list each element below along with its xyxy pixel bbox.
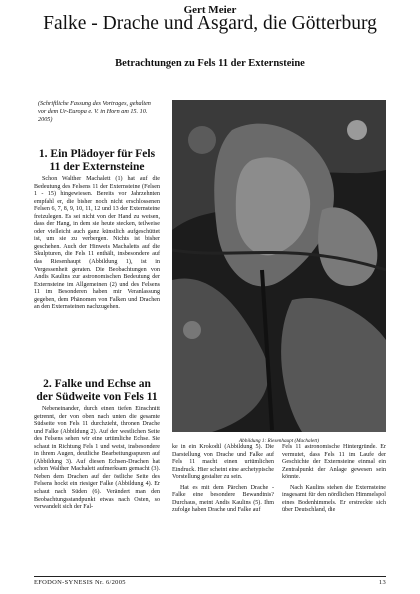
col3-paragraph-2: Nach Kaulins stehen die Externsteine insgesamt für den nördlichen Himmelspol eines Bodenhimmels. Er erstreckte sich über Deutschland, die [282,484,386,514]
page-footer [34,579,386,586]
section1-body [34,176,160,312]
figure-caption: Abbildung 1: Riesenhaupt (Machalett) [239,438,319,444]
column-3 [282,444,386,518]
author-name: Gert Meier [183,4,237,16]
page-number: 13 [378,579,386,586]
section1-paragraph: Schon Walther Machalett (1) hat auf die Bedeutung des Felsens 11 der Externsteine (Felsen 1 - 15) hingewiesen. Bereits vor Jahrzehnten empfahl er, die bisher noch nicht erschlossenen Felsen 6, 7, 8, 9, 10, 11, 12 und 13 der Externsteine freizulegen. Es sei nicht von der Hand zu weisen, dass der Hang, in dem sie heute stecken, teilweise oder vielleicht auch ganz künstlich aufgeschüttet ist, um sie zu verbergen. Nichts ist bisher geschehen. Auch der Hinweis Machaletts auf die Skulpturen, die Fels 11 enthält, insbesondere auf das Riesenhaupt (Abbildung 1), ist in Vergessenheit geraten. Die Beobachtungen von Andis Kaulins zur astronomischen Bedeutung der Externsteine im Allgemeinen (2) und des Felsens 11 im Besonderen haben mir Veranlassung gegeben, dem Phänomen von Falken und Drachen an den Externsteinen nachzugehen. [34,176,160,311]
column-2 [172,444,274,518]
rock-photograph [172,100,386,432]
section1-heading: 1. Ein Plädoyer für Fels 11 der Externsteine [38,148,156,173]
col2-paragraph-1: ke in ein Krokodil (Abbildung 5). Die Darstellung von Drache und Falke auf Fels 11 macht einen urtümlichen Eindruck. Hier scheint eine archetypische Vorstellung gestalter zu sein. [172,444,274,481]
footer-rule [34,576,386,577]
section2-heading: 2. Falke und Echse an der Südweite von Fels 11 [36,378,158,403]
lecture-note: (Schriftliche Fassung des Vortrages, gehalten vor dem Ur-Europa e. V. in Horn am 15. 10. 2005) [38,100,151,123]
rock-photo-illustration [172,100,386,432]
journal-name: EFODON-SYNESIS Nr. 6/2005 [34,579,126,586]
article-subtitle: Betrachtungen zu Fels 11 der Externsteine [115,58,305,69]
col2-paragraph-2: Hat es mit dem Pärchen Drache - Falke eine besondere Bewandtnis? Durchaus, meint Andis Kaulins (5). Ihm zufolge haben Drache und Falke auf [172,484,274,514]
section2-paragraph: Nebeneinander, durch einen tiefen Einschnitt getrennt, der von oben nach unten die gesamte Südseite von Fels 11 durchzieht, thronen Drache und Falke (Abbildung 2). Auf der westlichen Seite des Felsens sehen wir eine urtümliche Echse. Sie schaut in Richtung Fels 1 und weist, insbesondere in ihrem Augen, deutliche Bearbeitungsspuren auf (Abbildung 3). Auf diesen Echsen-Drachen hat schon Walther Machalett aufmerksam gemacht (3). Neben dem Drachen auf der östliche Seite des Felsens hockt ein riesiger Falke (Abbildung 4). Er schaut nach Süden (6). Verändert man den Beobachtungsstandpunkt etwas nach Osten, so verwandelt sich der Fal- [34,406,160,511]
article-title: Falke - Drache und Asgard, die Götterburg [43,13,377,34]
section2-body [34,406,160,512]
col3-paragraph-1: Fels 11 astronomische Hintergründe. Er vermutet, dass Fels 11 im Laufe der Geschichte der Externsteine einmal ein Zentralpunkt der Anlage gewesen sein könnte. [282,444,386,481]
